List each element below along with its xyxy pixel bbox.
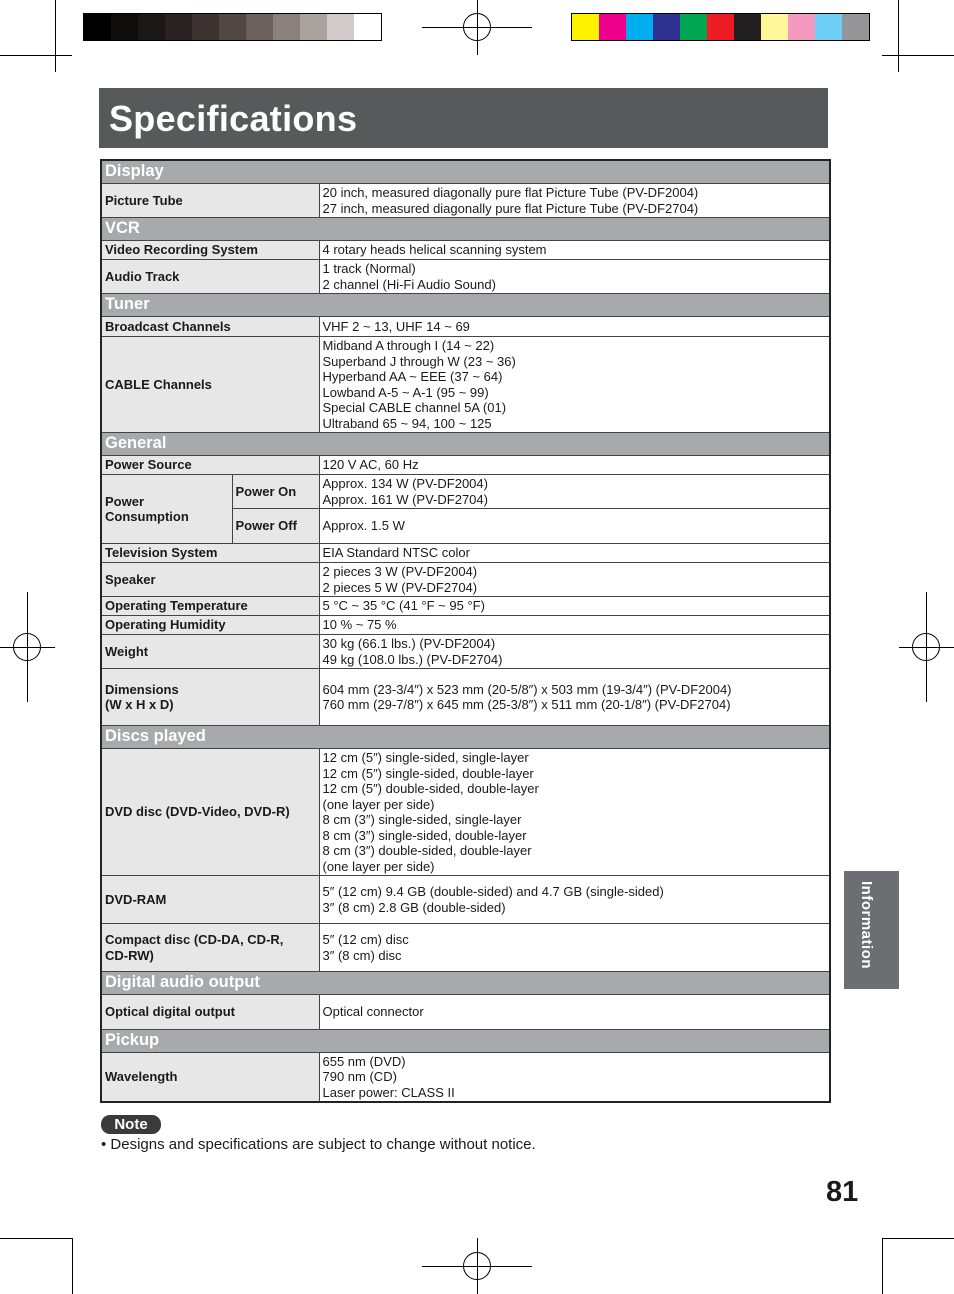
spec-row: Speaker 2 pieces 3 W (PV-DF2004) 2 pieces 5 W (PV-DF2704) xyxy=(101,563,830,597)
color-swatch xyxy=(327,14,354,40)
color-swatch xyxy=(788,14,815,40)
cell-line: 4 rotary heads helical scanning system xyxy=(322,242,547,258)
cell-line: 120 V AC, 60 Hz xyxy=(322,457,419,473)
cell-line: 30 kg (66.1 lbs.) (PV-DF2004) xyxy=(322,636,496,651)
color-swatch xyxy=(815,14,842,40)
spec-row: Power Off Approx. 1.5 W xyxy=(101,509,830,544)
cell-line: 2 channel (Hi-Fi Audio Sound) xyxy=(322,276,496,292)
spec-row: Operating Temperature 5 °C ~ 35 °C (41 °F ~ 95 °F) xyxy=(101,597,830,616)
cell-line: 8 cm (3″) single-sided, single-layer xyxy=(322,812,522,827)
color-swatch xyxy=(626,14,653,40)
cell-line: 12 cm (5″) single-sided, double-layer xyxy=(322,765,534,781)
color-swatch xyxy=(734,14,761,40)
color-swatch xyxy=(354,14,381,40)
section-display: Display xyxy=(101,160,830,184)
color-swatch xyxy=(165,14,192,40)
page-title: Specifications xyxy=(109,98,358,139)
spec-row: Wavelength 655 nm (DVD) 790 nm (CD) Laser power: CLASS II xyxy=(101,1053,830,1102)
spec-row: Television System EIA Standard NTSC color xyxy=(101,544,830,563)
section-discs: Discs played xyxy=(101,726,830,749)
spec-row: Optical digital output Optical connector xyxy=(101,995,830,1030)
cell-line: EIA Standard NTSC color xyxy=(322,545,470,561)
page-number: 81 xyxy=(826,1176,859,1208)
color-swatch xyxy=(300,14,327,40)
cell-line: 604 mm (23-3/4″) x 523 mm (20-5/8″) x 503 mm (19-3/4″) (PV-DF2004) xyxy=(322,681,732,697)
cell-line: 3″ (8 cm) disc xyxy=(322,947,402,963)
color-swatch xyxy=(680,14,707,40)
cell-line: 1 track (Normal) xyxy=(322,261,416,276)
cell-line: 20 inch, measured diagonally pure flat Picture Tube (PV-DF2004) xyxy=(322,185,699,200)
spec-row xyxy=(101,924,830,972)
spec-row: Broadcast Channels VHF 2 ~ 13, UHF 14 ~ 69 xyxy=(101,317,830,337)
cell-line: (one layer per side) xyxy=(322,796,435,812)
color-swatch xyxy=(246,14,273,40)
gray-color-bar xyxy=(83,13,382,41)
cell-line: 10 % ~ 75 % xyxy=(322,617,397,633)
spec-row: Power Source 120 V AC, 60 Hz xyxy=(101,456,830,475)
section-digital-audio: Digital audio output xyxy=(101,972,830,995)
cell-line: 2 pieces 3 W (PV-DF2004) xyxy=(322,564,478,579)
cell-line: 49 kg (108.0 lbs.) (PV-DF2704) xyxy=(322,651,503,667)
title-bar xyxy=(99,88,828,148)
spec-row: Operating Humidity 10 % ~ 75 % xyxy=(101,616,830,635)
cell-line: 790 nm (CD) xyxy=(322,1069,397,1084)
color-swatch xyxy=(192,14,219,40)
spec-row: DVD disc (DVD-Video, DVD-R) 12 cm (5″) single-sided, single-layer 12 cm (5″) single-sided, double-layer 12 cm (5″) double-sided, double-layer (one layer per side) 8 cm (3″) single-sided, single-layer 8 cm (3″) single-sided, double-layer 8 cm (3″) double-sided, double-layer (one layer per side) xyxy=(101,749,830,876)
color-swatch xyxy=(761,14,788,40)
cell-line: Ultraband 65 ~ 94, 100 ~ 125 xyxy=(322,415,492,431)
cell-line: Compact disc (CD-DA, CD-R, xyxy=(105,932,284,947)
spec-row xyxy=(101,669,830,726)
cell-line: Approx. 134 W (PV-DF2004) xyxy=(322,476,488,491)
cell-line: CD-RW) xyxy=(105,947,154,963)
cell-line: Superband J through W (23 ~ 36) xyxy=(322,353,516,369)
color-swatch xyxy=(219,14,246,40)
cell-line: 5″ (12 cm) 9.4 GB (double-sided) and 4.7 GB (single-sided) xyxy=(322,884,664,899)
spec-row: DVD-RAM 5″ (12 cm) 9.4 GB (double-sided) and 4.7 GB (single-sided) 3″ (8 cm) 2.8 GB (double-sided) xyxy=(101,876,830,924)
cell-line: Approx. 1.5 W xyxy=(322,518,405,534)
cell-line: 5″ (12 cm) disc xyxy=(322,932,409,947)
cell-line: VHF 2 ~ 13, UHF 14 ~ 69 xyxy=(322,318,470,334)
spec-row: Audio Track 1 track (Normal) 2 channel (Hi-Fi Audio Sound) xyxy=(101,260,830,294)
process-color-bar xyxy=(571,13,870,41)
cell-line: 8 cm (3″) single-sided, double-layer xyxy=(322,827,527,843)
cell-line: 3″ (8 cm) 2.8 GB (double-sided) xyxy=(322,899,506,915)
cell-line: Dimensions xyxy=(105,681,179,697)
color-swatch xyxy=(84,14,111,40)
cell-line: Laser power: CLASS II xyxy=(322,1084,455,1100)
color-swatch xyxy=(842,14,869,40)
cell-line: 27 inch, measured diagonally pure flat Picture Tube (PV-DF2704) xyxy=(322,200,699,216)
color-swatch xyxy=(138,14,165,40)
specifications-table xyxy=(100,159,831,1103)
spec-row: Picture Tube 20 inch, measured diagonally pure flat Picture Tube (PV-DF2004) 27 inch, measured diagonally pure flat Picture Tube (PV-DF2704) xyxy=(101,184,830,218)
color-swatch xyxy=(111,14,138,40)
cell-line: 12 cm (5″) single-sided, single-layer xyxy=(322,750,529,765)
cell-line: Approx. 161 W (PV-DF2704) xyxy=(322,491,488,507)
cell-line: (one layer per side) xyxy=(322,858,435,874)
cell-line: 12 cm (5″) double-sided, double-layer xyxy=(322,781,539,796)
cell-line: Lowband A-5 ~ A-1 (95 ~ 99) xyxy=(322,384,489,400)
section-tuner: Tuner xyxy=(101,294,830,317)
cell-line: 8 cm (3″) double-sided, double-layer xyxy=(322,843,532,858)
cell-line: 760 mm (29-7/8″) x 645 mm (25-3/8″) x 511 mm (20-1/8″) (PV-DF2704) xyxy=(322,697,731,712)
cell-line: Optical connector xyxy=(322,1004,424,1020)
section-vcr: VCR xyxy=(101,218,830,241)
section-general: General xyxy=(101,433,830,456)
cell-line: 5 °C ~ 35 °C (41 °F ~ 95 °F) xyxy=(322,598,485,614)
note-text: • Designs and specifications are subject to change without notice. xyxy=(101,1136,536,1153)
cell-line: Special CABLE channel 5A (01) xyxy=(322,400,507,415)
side-tab-label: Information xyxy=(858,881,875,969)
cell-line: 2 pieces 5 W (PV-DF2704) xyxy=(322,579,478,595)
spec-row: Video Recording System 4 rotary heads helical scanning system xyxy=(101,241,830,260)
cell-line: Midband A through I (14 ~ 22) xyxy=(322,338,495,353)
color-swatch xyxy=(707,14,734,40)
color-swatch xyxy=(273,14,300,40)
note-badge: Note xyxy=(101,1115,161,1134)
cell-line: (W x H x D) xyxy=(105,697,174,712)
color-swatch xyxy=(599,14,626,40)
spec-row: Weight 30 kg (66.1 lbs.) (PV-DF2004) 49 kg (108.0 lbs.) (PV-DF2704) xyxy=(101,635,830,669)
cell-line: Hyperband AA ~ EEE (37 ~ 64) xyxy=(322,369,503,384)
spec-row: Power Consumption Power On Approx. 134 W (PV-DF2004) Approx. 161 W (PV-DF2704) xyxy=(101,475,830,509)
color-swatch xyxy=(572,14,599,40)
spec-row: CABLE Channels Midband A through I (14 ~ 22) Superband J through W (23 ~ 36) Hyperband AA ~ EEE (37 ~ 64) Lowband A-5 ~ A-1 (95 ~ 99) Special CABLE channel 5A (01) Ultraband 65 ~ 94, 100 ~ 125 xyxy=(101,337,830,433)
side-tab-information xyxy=(844,871,899,989)
color-swatch xyxy=(653,14,680,40)
section-pickup: Pickup xyxy=(101,1030,830,1053)
cell-line: 655 nm (DVD) xyxy=(322,1053,406,1069)
